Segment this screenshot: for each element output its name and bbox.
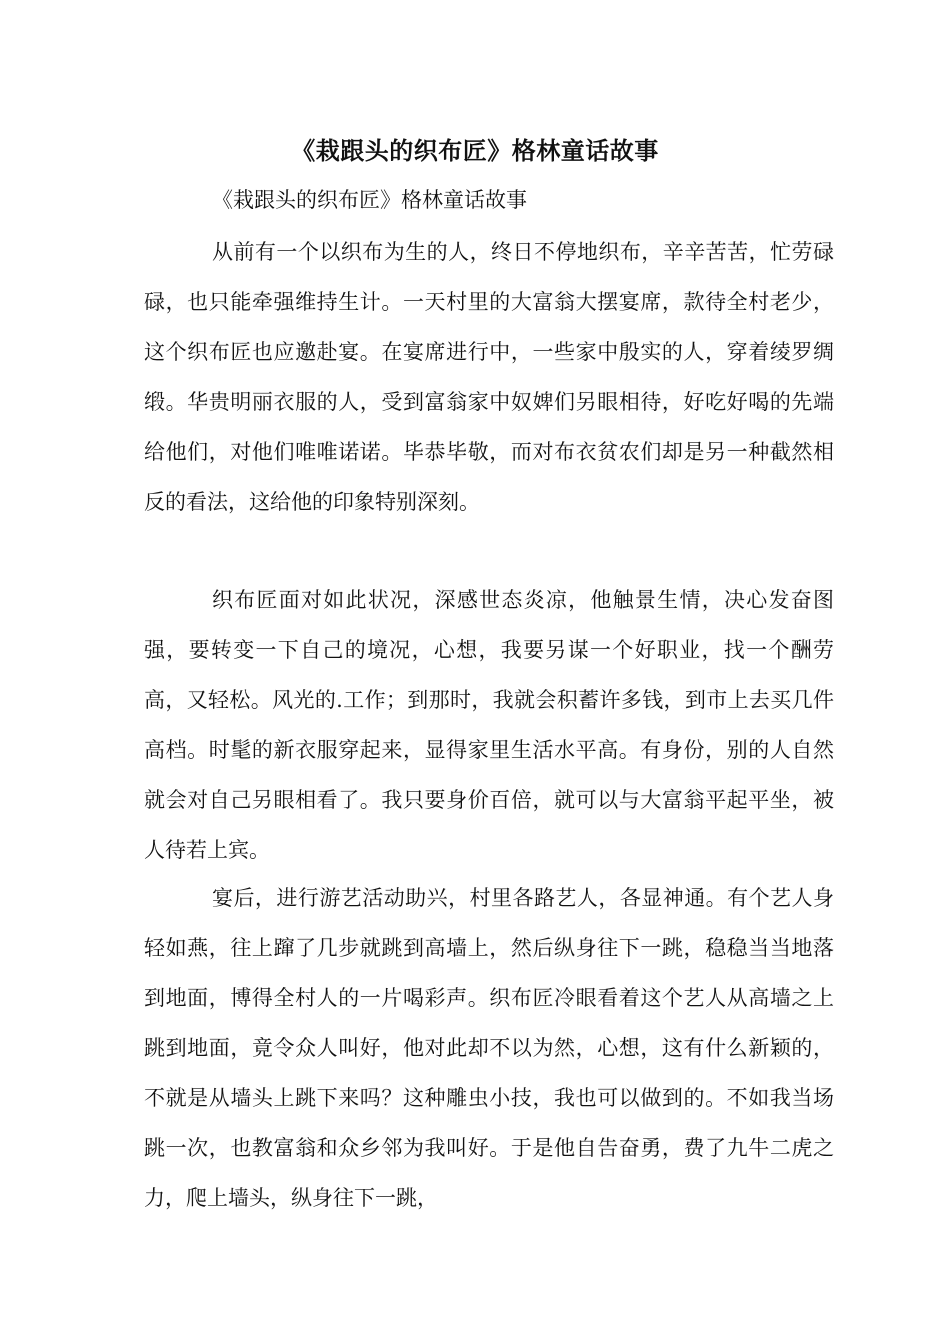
paragraph-2: 织布匠面对如此状况，深感世态炎凉，他触景生情，决心发奋图强，要转变一下自己的境况，心想，我要另谋一个好职业，找一个酬劳高，又轻松。风光的.工作；到那时，我就会积蓄许多钱，到市上去买几件高档。时髦的新衣服穿起来，显得家里生活水平高。有身份，别的人自然就会对自己另眼相看了。我只要身价百倍，就可以与大富翁平起平坐，被人待若上宾。 — [144, 588, 834, 862]
paragraph-3: 宴后，进行游艺活动助兴，村里各路艺人，各显神通。有个艺人身轻如燕，往上蹿了几步就跳到高墙上，然后纵身往下一跳，稳稳当当地落到地面，博得全村人的一片喝彩声。织布匠冷眼看着这个艺人从高墙之上跳到地面，竟令众人叫好，他对此却不以为然，心想，这有什么新颖的，不就是从墙头上跳下来吗？这种雕虫小技，我也可以做到的。不如我当场跳一次，也教富翁和众乡邻为我叫好。于是他自告奋勇，费了九牛二虎之力，爬上墙头，纵身往下一跳， — [144, 886, 834, 1210]
paragraph-1: 从前有一个以织布为生的人，终日不停地织布，辛辛苦苦，忙劳碌碌，也只能牵强维持生计。一天村里的大富翁大摆宴席，款待全村老少，这个织布匠也应邀赴宴。在宴席进行中，一些家中殷实的人，穿着绫罗绸缎。华贵明丽衣服的人，受到富翁家中奴婢们另眼相待，好吃好喝的先端给他们，对他们唯唯诺诺。毕恭毕敬，而对布衣贫农们却是另一种截然相反的看法，这给他的印象特别深刻。 — [144, 240, 834, 514]
document-subtitle: 《栽跟头的织布匠》格林童话故事 — [212, 188, 527, 212]
document-title: 《栽跟头的织布匠》格林童话故事 — [291, 137, 659, 165]
